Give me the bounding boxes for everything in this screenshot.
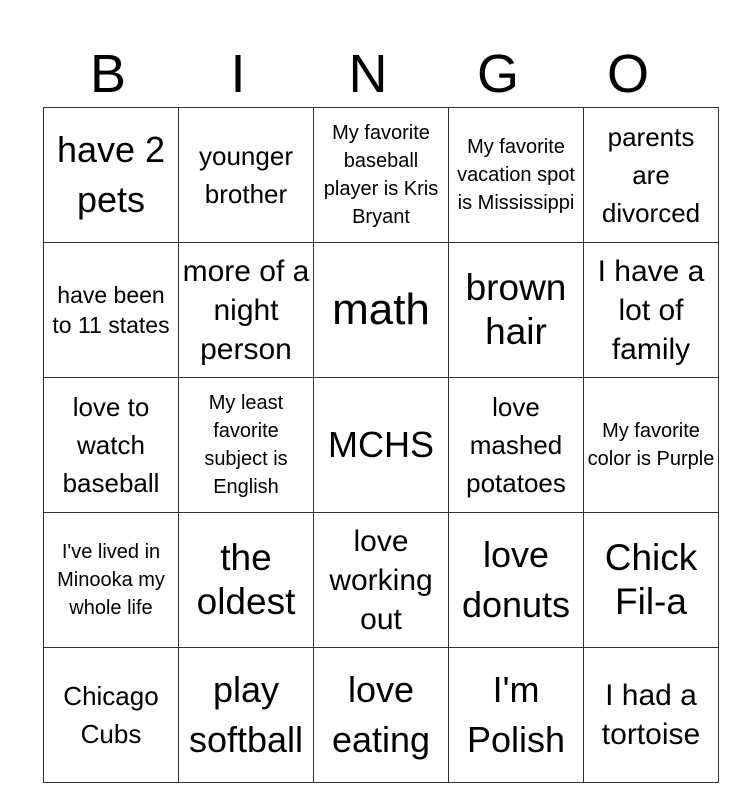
bingo-cell[interactable]	[44, 243, 179, 378]
bingo-cell[interactable]	[584, 243, 719, 378]
bingo-row	[44, 378, 719, 513]
bingo-cell[interactable]	[179, 648, 314, 783]
bingo-row	[44, 513, 719, 648]
cell-text: My favorite color is Purple	[587, 420, 715, 470]
bingo-cell[interactable]	[44, 378, 179, 513]
cell-text: love donuts	[461, 534, 571, 625]
bingo-cell[interactable]	[449, 648, 584, 783]
cell-text: love eating	[331, 669, 431, 760]
cell-text: younger brother	[199, 141, 293, 209]
bingo-header	[43, 44, 693, 104]
cell-text: My favorite baseball player is Kris Bryant	[323, 122, 439, 228]
cell-text: play softball	[188, 669, 304, 760]
bingo-cell[interactable]	[44, 513, 179, 648]
cell-text: love working out	[329, 524, 433, 636]
bingo-cell[interactable]	[314, 378, 449, 513]
bingo-cell[interactable]	[314, 513, 449, 648]
bingo-row	[44, 648, 719, 783]
bingo-cell[interactable]	[449, 513, 584, 648]
cell-text: I'm Polish	[466, 669, 566, 760]
bingo-cell[interactable]	[314, 108, 449, 243]
cell-text: I have a lot of family	[597, 254, 705, 366]
bingo-cell[interactable]	[179, 243, 314, 378]
bingo-cell[interactable]	[314, 648, 449, 783]
bingo-cell[interactable]	[449, 378, 584, 513]
cell-text: Chick Fil-a	[604, 537, 698, 622]
cell-text: parents are divorced	[601, 122, 701, 228]
bingo-cell[interactable]	[179, 108, 314, 243]
bingo-cell[interactable]	[584, 513, 719, 648]
bingo-cell[interactable]	[44, 648, 179, 783]
cell-text: MCHS	[328, 424, 434, 465]
cell-text: I've lived in Minooka my whole life	[57, 541, 165, 619]
cell-text: love mashed potatoes	[466, 392, 566, 498]
bingo-cell[interactable]	[449, 243, 584, 378]
bingo-cell[interactable]	[584, 108, 719, 243]
bingo-cell[interactable]	[584, 648, 719, 783]
bingo-cell[interactable]	[44, 108, 179, 243]
cell-text: the oldest	[196, 537, 296, 622]
cell-text: love to watch baseball	[62, 392, 160, 498]
header-letter-n: N	[348, 44, 388, 104]
header-letter-g: G	[476, 44, 519, 104]
cell-text: Chicago Cubs	[63, 681, 159, 749]
cell-text: have been to 11 states	[52, 282, 170, 338]
cell-text: I had a tortoise	[601, 679, 701, 751]
bingo-row	[44, 243, 719, 378]
bingo-cell[interactable]	[179, 513, 314, 648]
bingo-card	[43, 107, 719, 783]
bingo-cell[interactable]	[314, 243, 449, 378]
header-letter-o: O	[606, 44, 649, 104]
cell-text: math	[332, 285, 430, 334]
bingo-row	[44, 108, 719, 243]
cell-text: My favorite vacation spot is Mississippi	[457, 136, 575, 214]
bingo-cell[interactable]	[584, 378, 719, 513]
bingo-cell[interactable]	[179, 378, 314, 513]
bingo-cell[interactable]	[449, 108, 584, 243]
cell-text: My least favorite subject is English	[204, 392, 288, 498]
cell-text: have 2 pets	[56, 129, 166, 220]
header-letter-b: B	[89, 44, 127, 104]
cell-text: more of a night person	[182, 254, 310, 366]
header-letter-i: I	[230, 44, 246, 104]
cell-text: brown hair	[465, 267, 567, 352]
